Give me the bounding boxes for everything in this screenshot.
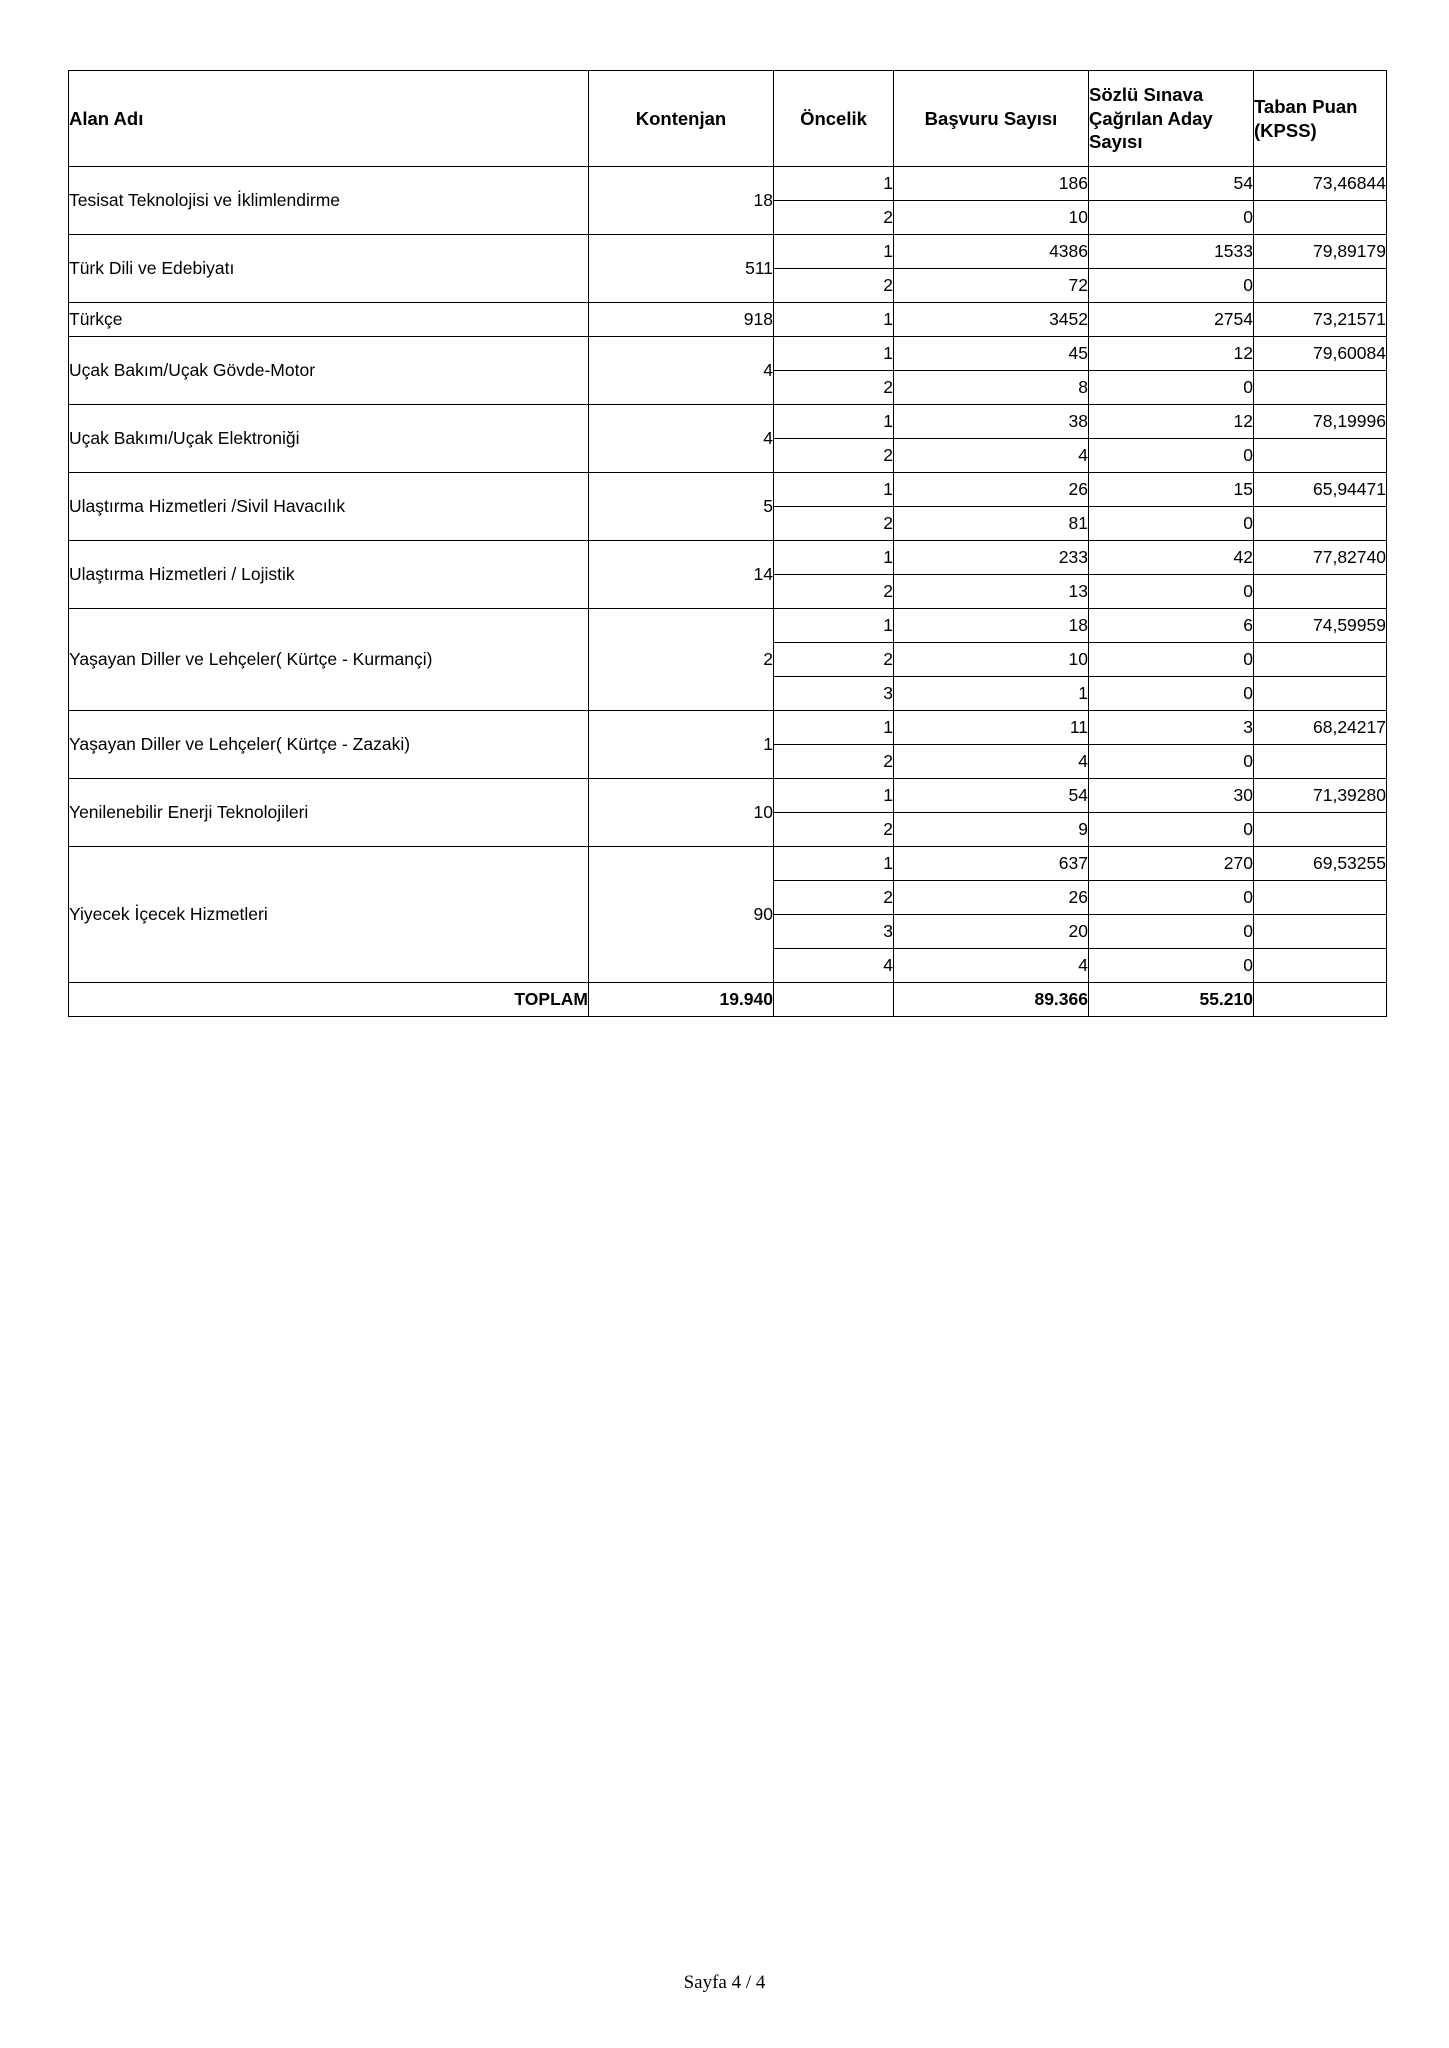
cell-oncelik: 2 — [774, 745, 894, 779]
cell-total-basvuru: 89.366 — [894, 983, 1089, 1017]
cell-basvuru-sayisi: 233 — [894, 541, 1089, 575]
cell-sozlu-sinava-cagrilan: 1533 — [1089, 235, 1254, 269]
cell-basvuru-sayisi: 3452 — [894, 303, 1089, 337]
cell-oncelik: 2 — [774, 507, 894, 541]
table-row — [69, 337, 1387, 371]
cell-oncelik: 1 — [774, 473, 894, 507]
cell-basvuru-sayisi: 637 — [894, 847, 1089, 881]
cell-sozlu-sinava-cagrilan: 0 — [1089, 439, 1254, 473]
cell-taban-puan — [1254, 915, 1387, 949]
cell-basvuru-sayisi: 4 — [894, 949, 1089, 983]
cell-oncelik: 1 — [774, 847, 894, 881]
cell-total-label: TOPLAM — [69, 983, 589, 1017]
cell-kontenjan: 918 — [589, 303, 774, 337]
cell-oncelik: 1 — [774, 303, 894, 337]
cell-taban-puan: 73,46844 — [1254, 167, 1387, 201]
table-total-row — [69, 983, 1387, 1017]
cell-total-sozlu: 55.210 — [1089, 983, 1254, 1017]
cell-basvuru-sayisi: 4 — [894, 439, 1089, 473]
cell-sozlu-sinava-cagrilan: 0 — [1089, 813, 1254, 847]
table-row — [69, 167, 1387, 201]
cell-taban-puan — [1254, 949, 1387, 983]
cell-alan-adi: Türk Dili ve Edebiyatı — [69, 235, 589, 303]
cell-oncelik: 2 — [774, 575, 894, 609]
cell-oncelik: 2 — [774, 371, 894, 405]
cell-oncelik: 2 — [774, 813, 894, 847]
cell-taban-puan: 73,21571 — [1254, 303, 1387, 337]
table-row — [69, 541, 1387, 575]
cell-total-taban — [1254, 983, 1387, 1017]
column-header-basvuru-sayisi: Başvuru Sayısı — [894, 71, 1089, 167]
cell-oncelik: 1 — [774, 711, 894, 745]
cell-taban-puan — [1254, 575, 1387, 609]
cell-kontenjan: 4 — [589, 337, 774, 405]
cell-taban-puan: 74,59959 — [1254, 609, 1387, 643]
cell-taban-puan: 78,19996 — [1254, 405, 1387, 439]
cell-sozlu-sinava-cagrilan: 0 — [1089, 507, 1254, 541]
cell-sozlu-sinava-cagrilan: 2754 — [1089, 303, 1254, 337]
column-header-oncelik: Öncelik — [774, 71, 894, 167]
table-body — [69, 167, 1387, 1017]
cell-oncelik: 4 — [774, 949, 894, 983]
cell-oncelik: 1 — [774, 167, 894, 201]
cell-basvuru-sayisi: 10 — [894, 643, 1089, 677]
cell-alan-adi: Yiyecek İçecek Hizmetleri — [69, 847, 589, 983]
cell-taban-puan: 79,89179 — [1254, 235, 1387, 269]
cell-alan-adi: Yenilenebilir Enerji Teknolojileri — [69, 779, 589, 847]
cell-basvuru-sayisi: 11 — [894, 711, 1089, 745]
cell-kontenjan: 1 — [589, 711, 774, 779]
cell-kontenjan: 14 — [589, 541, 774, 609]
cell-sozlu-sinava-cagrilan: 0 — [1089, 915, 1254, 949]
table-row — [69, 609, 1387, 643]
quota-applications-table — [68, 70, 1387, 1017]
cell-taban-puan — [1254, 643, 1387, 677]
cell-sozlu-sinava-cagrilan: 0 — [1089, 745, 1254, 779]
cell-sozlu-sinava-cagrilan: 6 — [1089, 609, 1254, 643]
cell-sozlu-sinava-cagrilan: 0 — [1089, 949, 1254, 983]
cell-sozlu-sinava-cagrilan: 0 — [1089, 677, 1254, 711]
cell-basvuru-sayisi: 4386 — [894, 235, 1089, 269]
table-row — [69, 779, 1387, 813]
cell-taban-puan: 77,82740 — [1254, 541, 1387, 575]
cell-taban-puan — [1254, 269, 1387, 303]
table-row — [69, 711, 1387, 745]
column-header-taban-puan: Taban Puan (KPSS) — [1254, 71, 1387, 167]
table-row — [69, 303, 1387, 337]
cell-taban-puan — [1254, 813, 1387, 847]
cell-sozlu-sinava-cagrilan: 3 — [1089, 711, 1254, 745]
cell-taban-puan — [1254, 201, 1387, 235]
cell-sozlu-sinava-cagrilan: 54 — [1089, 167, 1254, 201]
cell-sozlu-sinava-cagrilan: 0 — [1089, 371, 1254, 405]
cell-oncelik: 3 — [774, 915, 894, 949]
cell-oncelik: 1 — [774, 405, 894, 439]
cell-oncelik: 3 — [774, 677, 894, 711]
cell-alan-adi: Türkçe — [69, 303, 589, 337]
cell-basvuru-sayisi: 26 — [894, 881, 1089, 915]
cell-basvuru-sayisi: 45 — [894, 337, 1089, 371]
cell-sozlu-sinava-cagrilan: 0 — [1089, 575, 1254, 609]
cell-oncelik: 1 — [774, 609, 894, 643]
cell-kontenjan: 10 — [589, 779, 774, 847]
cell-oncelik: 2 — [774, 881, 894, 915]
cell-basvuru-sayisi: 13 — [894, 575, 1089, 609]
cell-taban-puan — [1254, 439, 1387, 473]
cell-kontenjan: 4 — [589, 405, 774, 473]
cell-sozlu-sinava-cagrilan: 0 — [1089, 643, 1254, 677]
cell-taban-puan — [1254, 745, 1387, 779]
column-header-kontenjan: Kontenjan — [589, 71, 774, 167]
cell-taban-puan: 65,94471 — [1254, 473, 1387, 507]
cell-oncelik: 2 — [774, 439, 894, 473]
cell-oncelik: 1 — [774, 337, 894, 371]
cell-total-kontenjan: 19.940 — [589, 983, 774, 1017]
cell-total-oncelik — [774, 983, 894, 1017]
table-row — [69, 405, 1387, 439]
table-row — [69, 235, 1387, 269]
cell-basvuru-sayisi: 1 — [894, 677, 1089, 711]
cell-basvuru-sayisi: 9 — [894, 813, 1089, 847]
cell-basvuru-sayisi: 20 — [894, 915, 1089, 949]
cell-alan-adi: Tesisat Teknolojisi ve İklimlendirme — [69, 167, 589, 235]
table-row — [69, 847, 1387, 881]
cell-sozlu-sinava-cagrilan: 0 — [1089, 201, 1254, 235]
cell-taban-puan: 71,39280 — [1254, 779, 1387, 813]
cell-kontenjan: 2 — [589, 609, 774, 711]
cell-basvuru-sayisi: 54 — [894, 779, 1089, 813]
cell-alan-adi: Ulaştırma Hizmetleri / Lojistik — [69, 541, 589, 609]
cell-taban-puan — [1254, 677, 1387, 711]
cell-basvuru-sayisi: 18 — [894, 609, 1089, 643]
cell-sozlu-sinava-cagrilan: 270 — [1089, 847, 1254, 881]
cell-oncelik: 1 — [774, 779, 894, 813]
cell-basvuru-sayisi: 38 — [894, 405, 1089, 439]
cell-alan-adi: Uçak Bakım/Uçak Gövde-Motor — [69, 337, 589, 405]
column-header-sozlu-sinava-cagrilan: Sözlü Sınava Çağrılan Aday Sayısı — [1089, 71, 1254, 167]
column-header-alan-adi: Alan Adı — [69, 71, 589, 167]
cell-basvuru-sayisi: 26 — [894, 473, 1089, 507]
cell-alan-adi: Ulaştırma Hizmetleri /Sivil Havacılık — [69, 473, 589, 541]
cell-sozlu-sinava-cagrilan: 12 — [1089, 337, 1254, 371]
cell-taban-puan: 69,53255 — [1254, 847, 1387, 881]
cell-sozlu-sinava-cagrilan: 0 — [1089, 269, 1254, 303]
cell-taban-puan: 68,24217 — [1254, 711, 1387, 745]
cell-kontenjan: 5 — [589, 473, 774, 541]
table-row — [69, 473, 1387, 507]
cell-oncelik: 2 — [774, 269, 894, 303]
cell-oncelik: 2 — [774, 201, 894, 235]
cell-sozlu-sinava-cagrilan: 42 — [1089, 541, 1254, 575]
cell-taban-puan — [1254, 371, 1387, 405]
cell-kontenjan: 511 — [589, 235, 774, 303]
cell-sozlu-sinava-cagrilan: 30 — [1089, 779, 1254, 813]
cell-kontenjan: 18 — [589, 167, 774, 235]
cell-sozlu-sinava-cagrilan: 12 — [1089, 405, 1254, 439]
cell-basvuru-sayisi: 72 — [894, 269, 1089, 303]
cell-sozlu-sinava-cagrilan: 0 — [1089, 881, 1254, 915]
cell-kontenjan: 90 — [589, 847, 774, 983]
cell-basvuru-sayisi: 81 — [894, 507, 1089, 541]
cell-taban-puan — [1254, 881, 1387, 915]
cell-taban-puan: 79,60084 — [1254, 337, 1387, 371]
cell-basvuru-sayisi: 4 — [894, 745, 1089, 779]
cell-basvuru-sayisi: 10 — [894, 201, 1089, 235]
cell-taban-puan — [1254, 507, 1387, 541]
cell-alan-adi: Uçak Bakımı/Uçak Elektroniği — [69, 405, 589, 473]
cell-sozlu-sinava-cagrilan: 15 — [1089, 473, 1254, 507]
cell-oncelik: 1 — [774, 235, 894, 269]
cell-oncelik: 1 — [774, 541, 894, 575]
cell-oncelik: 2 — [774, 643, 894, 677]
cell-alan-adi: Yaşayan Diller ve Lehçeler( Kürtçe - Zazaki) — [69, 711, 589, 779]
page-footer: Sayfa 4 / 4 — [683, 1972, 766, 1993]
table-header — [69, 71, 1387, 167]
cell-basvuru-sayisi: 8 — [894, 371, 1089, 405]
cell-basvuru-sayisi: 186 — [894, 167, 1089, 201]
cell-alan-adi: Yaşayan Diller ve Lehçeler( Kürtçe - Kurmançi) — [69, 609, 589, 711]
header-row — [69, 71, 1387, 167]
